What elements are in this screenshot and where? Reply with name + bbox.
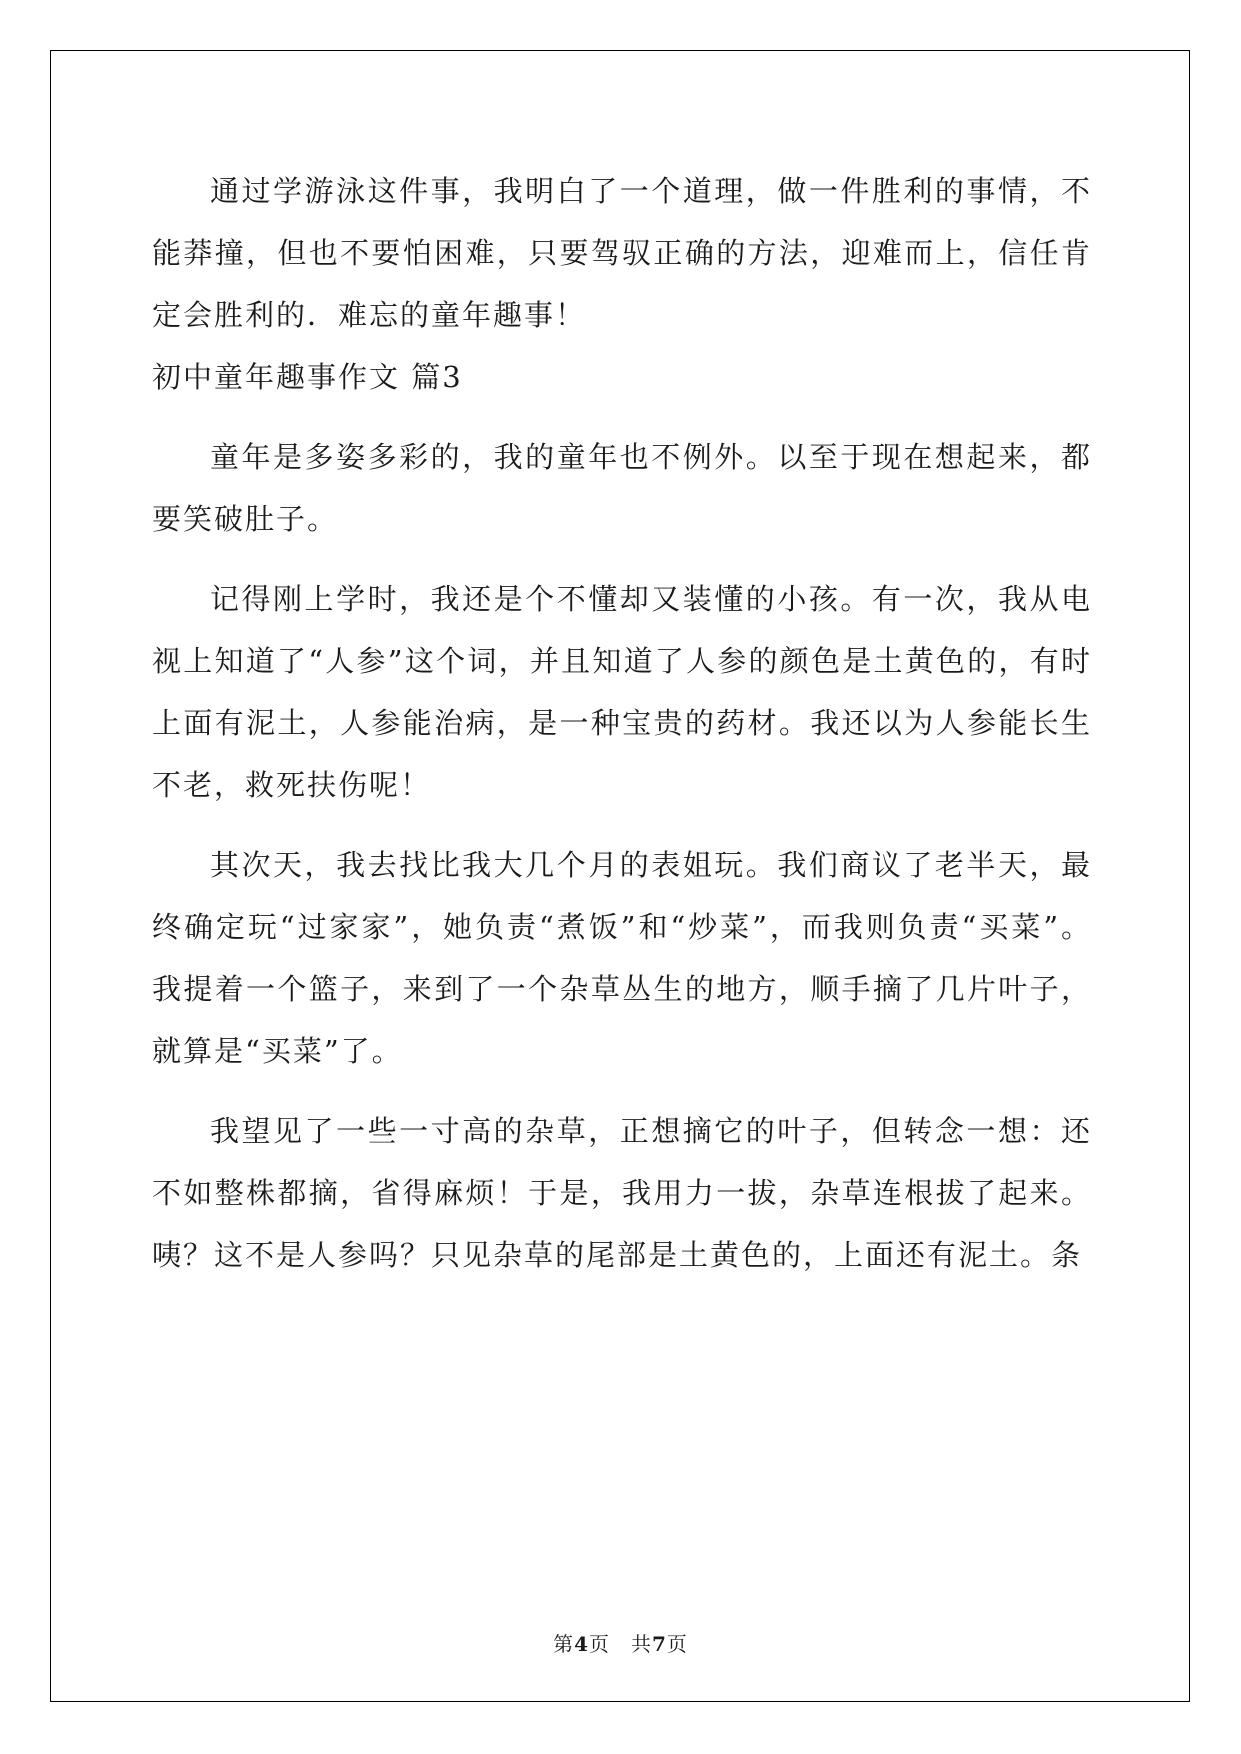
footer-suffix: 页 <box>666 1632 688 1656</box>
total-pages-number: 7 <box>652 1632 667 1656</box>
paragraph: 通过学游泳这件事，我明白了一个道理，做一件胜利的事情，不能莽撞，但也不要怕困难，只要驾驭正确的方法，迎难而上，信任肯定会胜利的．难忘的童年趣事！ <box>152 174 1092 332</box>
section-heading: 初中童年趣事作文 篇3 <box>152 360 463 394</box>
paragraph: 我望见了一些一寸高的杂草，正想摘它的叶子，但转念一想：还不如整株都摘，省得麻烦！于是，我用力一拔，杂草连根拔了起来。咦？这不是人参吗？只见杂草的尾部是土黄色的，上面还有泥土。条 <box>152 1114 1092 1272</box>
current-page-number: 4 <box>574 1632 589 1656</box>
paragraph: 记得刚上学时，我还是个不懂却又装懂的小孩。有一次，我从电视上知道了“人参”这个词，并且知道了人参的颜色是土黄色的，有时上面有泥土，人参能治病，是一种宝贵的药材。我还以为人参能长生不老，救死扶伤呢！ <box>152 582 1092 802</box>
footer-mid: 页 共 <box>589 1632 652 1656</box>
document-body <box>152 160 1092 1286</box>
page-footer <box>0 1628 1241 1657</box>
paragraph: 其次天，我去找比我大几个月的表姐玩。我们商议了老半天，最终确定玩“过家家”，她负责“煮饭”和“炒菜”，而我则负责“买菜”。我提着一个篮子，来到了一个杂草丛生的地方，顺手摘了几片叶子，就算是“买菜”了。 <box>152 848 1092 1068</box>
paragraph: 童年是多姿多彩的，我的童年也不例外。以至于现在想起来，都要笑破肚子。 <box>152 440 1092 536</box>
footer-prefix: 第 <box>553 1632 575 1656</box>
